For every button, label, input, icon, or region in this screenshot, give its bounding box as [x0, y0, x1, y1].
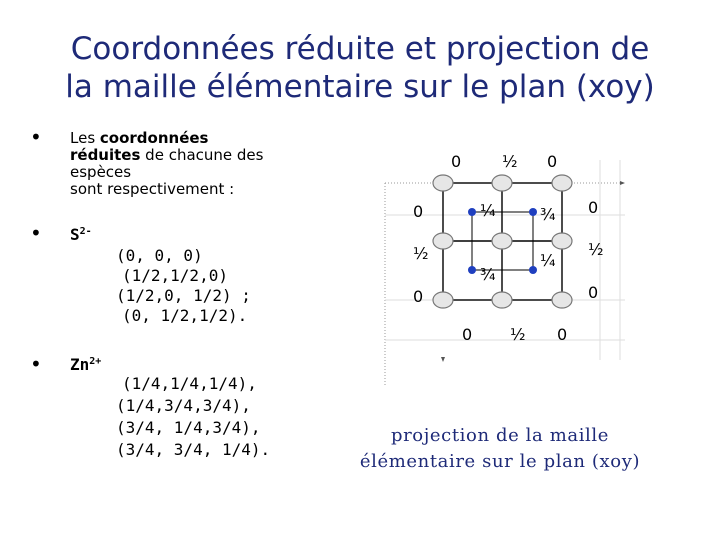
sulfur-atom	[433, 233, 453, 249]
label-bottom-mid: ½	[510, 325, 526, 344]
diagram-caption	[330, 423, 670, 475]
title-line-2: la maille élémentaire sur le plan (xoy)	[65, 69, 655, 105]
sulfur-atom	[552, 233, 572, 249]
x-axis-arrow-icon	[620, 181, 625, 185]
sulfur-atom	[552, 175, 572, 191]
label-row2-left: ½	[413, 244, 429, 263]
intro-line-2: réduites de chacune des	[70, 146, 264, 164]
sulfur-atom	[492, 292, 512, 308]
sulfur-atom	[433, 175, 453, 191]
title-line-1: Coordonnées réduite et projection de	[70, 31, 650, 67]
zinc-atom	[468, 266, 476, 274]
label-top-right: 0	[547, 152, 558, 171]
label-zn-bottom-left: ¾	[480, 265, 496, 284]
zn-coord-2: (1/4,3/4,3/4),	[116, 396, 251, 415]
label-row3-right: 0	[588, 283, 599, 302]
s2-coord-2: (1/2,1/2,0)	[122, 266, 228, 285]
label-top-left: 0	[451, 152, 462, 171]
zinc-ion-label: $Zn^{2+}$	[70, 355, 102, 374]
label-top-mid: ½	[502, 152, 518, 171]
zinc-atom	[529, 208, 537, 216]
y-axis-arrow-icon	[441, 357, 445, 362]
sulfur-atom	[492, 175, 512, 191]
bullet-s2: •	[30, 221, 42, 245]
label-row1-left: 0	[413, 202, 424, 221]
sulfide-ion-label: $S^{2-}$	[70, 225, 92, 244]
s2-coord-3: (1/2,0, 1/2) ;	[116, 286, 251, 305]
zn-coord-1: (1/4,1/4,1/4),	[122, 374, 257, 393]
sulfur-atom	[433, 292, 453, 308]
label-zn-top-right: ¾	[540, 205, 556, 224]
label-bottom-left: 0	[462, 325, 473, 344]
sulfur-atom	[492, 233, 512, 249]
intro-line-4: sont respectivement :	[70, 180, 235, 198]
s2-coord-1: (0, 0, 0)	[116, 246, 203, 265]
bullet-zn: •	[30, 352, 42, 376]
intro-line-3: espèces	[70, 163, 132, 181]
caption-line-1: projection de la maille	[390, 425, 610, 446]
bullet-intro: •	[30, 125, 42, 149]
intro-line-1: Les coordonnées	[70, 129, 209, 147]
s2-coord-4: (0, 1/2,1/2).	[122, 306, 248, 325]
sulfur-atom	[552, 292, 572, 308]
zinc-atom	[529, 266, 537, 274]
label-zn-top-left: ¼	[480, 201, 496, 220]
label-bottom-right: 0	[557, 325, 568, 344]
label-row3-left: 0	[413, 287, 424, 306]
zinc-atom	[468, 208, 476, 216]
label-zn-bottom-right: ¼	[540, 251, 556, 270]
caption-line-2: élémentaire sur le plan (xoy)	[359, 451, 641, 472]
label-row1-right: 0	[588, 198, 599, 217]
label-row2-right: ½	[588, 240, 604, 259]
zn-coord-3: (3/4, 1/4,3/4),	[116, 418, 261, 437]
zn-coord-4: (3/4, 3/4, 1/4).	[116, 440, 271, 459]
